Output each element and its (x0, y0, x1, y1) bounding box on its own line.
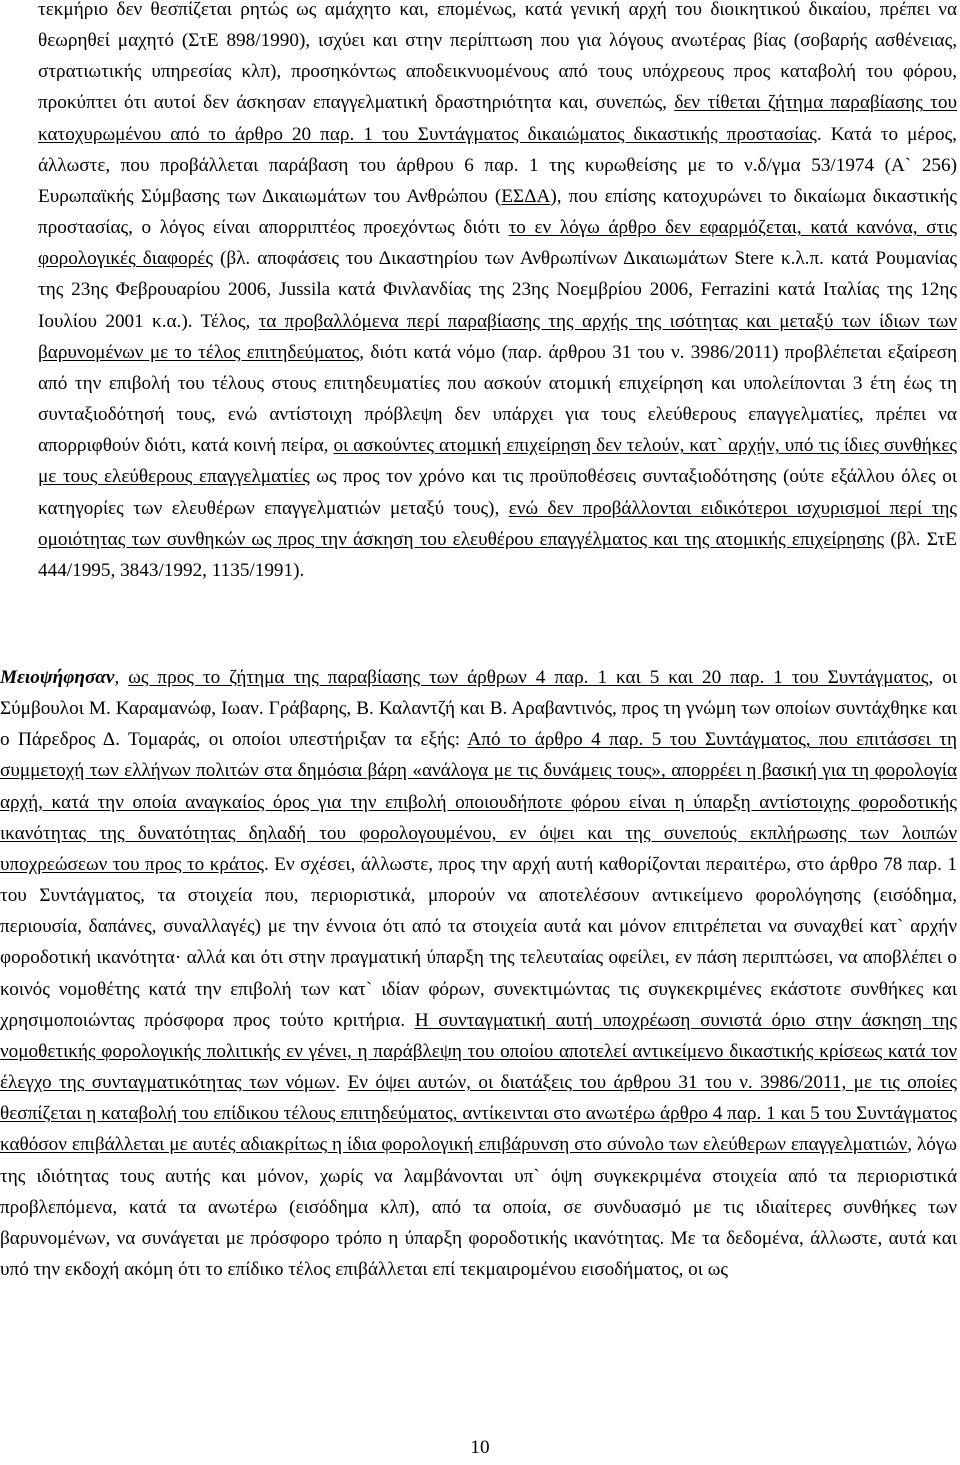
page-number: 10 (470, 1437, 490, 1458)
text-run: (ΣτΕ 898/1990), ισχύει και στην περίπτωση που για λόγους ανωτέρας βίας (σοβαρής ασθένειας, στρατιωτικής υπηρεσίας κλπ), προσηκόντως αποδεικνυομένους από τους υπόχρεους προς καταβολή του φόρου, προκύπτει ότι αυτοί δεν άσκησαν επαγγελματική δραστηριότητα και, συνεπώς, (38, 30, 957, 114)
text-run: , διότι κατά νόμο (παρ. άρθρου 31 του ν. 3986/2011) προβλέπεται εξαίρεση από την επιβολή του τέλους στους επιτηδευματίες που ασκούν ατομική επιχείρηση και υπολείπονται 3 έτη έως τη συνταξιοδότησή τους, ενώ αντίστοιχη πρόβλεψη δεν υπάρχει για τους ελεύθερους επαγγελματίες, πρέπει να απορριφθούν διότι, κατά κοινή πείρα, (38, 341, 958, 457)
text-run: , λόγω της ιδιότητας τους αυτής και μόνον, χωρίς να λαμβάνονται υπ` όψη συγκεκριμένα στοιχεία από τα περιοριστικά προβλεπόμενα, κατά τα ανωτέρω (εισόδημα κλπ), από τα οποία, σε συνδυασμό με τις ιδιαίτερες συνθήκες των βαρυνομένων, να συνάγεται με πρόσφορο τρόπο η ύπαρξη φοροδοτικής ικανότητας. Με τα δεδομένα, άλλωστε, αυτά και υπό την εκδοχή ακόμη ότι το επίδικο τέλος επιβάλλεται επί τεκμαιρομένου εισοδήματος, οι ως (0, 1134, 957, 1280)
text-run: . (335, 1072, 348, 1094)
underlined-text: οι ασκούντες ατομική επιχείρηση δεν τελούν, κατ` αρχήν, υπό τις ίδιες συνθήκες με τους ελεύθερους επαγγελματίες (38, 435, 957, 488)
minority-heading: Μειοψήφησαν (0, 667, 115, 688)
text-run: τεκμήριο δεν θεσπίζεται ρητώς ως αμάχητο και, επομένως, κατά γενική αρχή του διοικητικού δικαίου, πρέπει να θεωρηθεί μαχητό (38, 0, 957, 52)
underlined-text: τα προβαλλόμενα περί παραβίασης της αρχής της ισότητας και μεταξύ των ίδιων των βαρυνομένων με το τέλος επιτηδεύματος (38, 310, 957, 363)
text-run: ως προς τον χρόνο και τις προϋποθέσεις συνταξιοδότησης (ούτε εξάλλου όλες οι κατηγορίες των ελευθέρων επαγγελματιών μεταξύ τους), (38, 466, 957, 519)
text-run: , οι Σύμβουλοι Μ. Καραμανώφ, Ιωαν. Γράβαρης, Β. Καλαντζή και Β. Αραβαντινός, προς τη γνώμη των οποίων συντάχθηκε και ο Πάρεδρος Δ. Τομαράς, οι οποίοι υπεστήριξαν τα εξής: (0, 667, 957, 751)
text-run: ), που επίσης κατοχυρώνει το δικαίωμα δικαστικής προστασίας, ο λόγος είναι απορριπτέος προεχόντως διότι (38, 185, 957, 239)
underlined-text: το εν λόγω άρθρο δεν εφαρμόζεται, κατά κανόνα, στις φορολογικές διαφορές (38, 217, 957, 270)
underlined-text: ως προς το ζήτημα της παραβίασης των άρθρων 4 παρ. 1 και 5 και 20 παρ. 1 του Συντάγματος (128, 667, 929, 688)
underlined-text: δεν τίθεται ζήτημα παραβίασης του κατοχυρωμένου από το άρθρο 20 παρ. 1 του Συντάγματος δικαιώματος δικαστικής προστασίας (38, 92, 957, 145)
paragraph-majority-reasoning (38, 0, 957, 586)
text-run: (βλ. ΣτΕ 444/1995, 3843/1992, 1135/1991). (38, 528, 957, 581)
underlined-text: Εν όψει αυτών, οι διατάξεις του άρθρου 31 του ν. 3986/2011, με τις οποίες θεσπίζεται η καταβολή του επίδικου τέλους επιτηδεύματος, αντίκεινται στο ανωτέρω άρθρο 4 παρ. 1 και 5 του Συντάγματος καθόσον επιβάλλεται με αυτές αδιακρίτως η ίδια φορολογική επιβάρυνση στο σύνολο των ελεύθερων επαγγελματιών (0, 1072, 957, 1156)
underlined-text: ΕΣΔΑ (501, 185, 551, 207)
text-run: , (114, 667, 129, 688)
underlined-text: Από το άρθρο 4 παρ. 5 του Συντάγματος, που επιτάσσει τη συμμετοχή των ελλήνων πολιτών στα δημόσια βάρη «ανάλογα με τις δυνάμεις τους», απορρέει η βασική για τη φορολογία αρχή, κατά την οποία αναγκαίος όρος για την επιβολή οποιουδήποτε φόρου είναι η ύπαρξη αντίστοιχης φοροδοτικής ικανότητας της δυνατότητας δηλαδή του φορολογουμένου, εν όψει και της συνεπούς εκπλήρωσης των λοιπών υποχρεώσεων του προς το κράτος (0, 729, 958, 875)
underlined-text: Η συνταγματική αυτή υποχρέωση συνιστά όριο στην άσκηση της νομοθετικής φορολογικής πολιτικής εν γένει, η παράβλεψη του οποίου αποτελεί αντικείμενο δικαστικής κρίσεως κατά τον έλεγχο της συνταγματικότητας των νόμων (0, 1009, 957, 1094)
paragraph-minority-opinion (0, 662, 957, 1285)
underlined-text: ενώ δεν προβάλλονται ειδικότεροι ισχυρισμοί περί της ομοιότητας των συνθηκών ως προς την άσκηση του ελευθέρου επαγγέλματος και της ατομικής επιχείρησης (38, 497, 957, 550)
text-run: . Εν σχέσει, άλλωστε, προς την αρχή αυτή καθορίζονται περαιτέρω, στο άρθρο 78 παρ. 1 του Συντάγματος, τα στοιχεία που, περιοριστικά, μπορούν να αποτελέσουν αντικείμενο φορολόγησης (εισόδημα, περιουσία, δαπάνες, συναλλαγές) με την έννοια ότι από τα στοιχεία αυτά και μόνον επιτρέπεται να συναχθεί κατ` αρχήν φοροδοτική ικανότητα· αλλά και ότι στην πραγματική ύπαρξη της τελευταίας οφείλει, εν πάση περιπτώσει, να αποβλέπει ο κοινός νομοθέτης κατά την επιβολή των κατ` ιδίαν φόρων, συνεκτιμώντας τις συγκεκριμένες εκάστοτε συνθήκες και χρησιμοποιώντας πρόσφορα προς τούτο κριτήρια. (0, 853, 958, 1031)
text-run: . Κατά το μέρος, άλλωστε, που προβάλλεται παράβαση του άρθρου 6 παρ. 1 της κυρωθείσης με το ν.δ/γμα 53/1974 (Α` 256) Ευρωπαϊκής Σύμβασης των Δικαιωμάτων του Ανθρώπου ( (38, 123, 957, 207)
text-run: (βλ. αποφάσεις του Δικαστηρίου των Ανθρωπίνων Δικαιωμάτων Stere κ.λ.π. κατά Ρουμανίας της 23ης Φεβρουαρίου 2006, Jussila κατά Φινλανδίας της 23ης Νοεμβρίου 2006, Ferrazini κατά Ιταλίας της 12ης Ιουλίου 2001 κ.α.). Τέλος, (38, 248, 957, 332)
